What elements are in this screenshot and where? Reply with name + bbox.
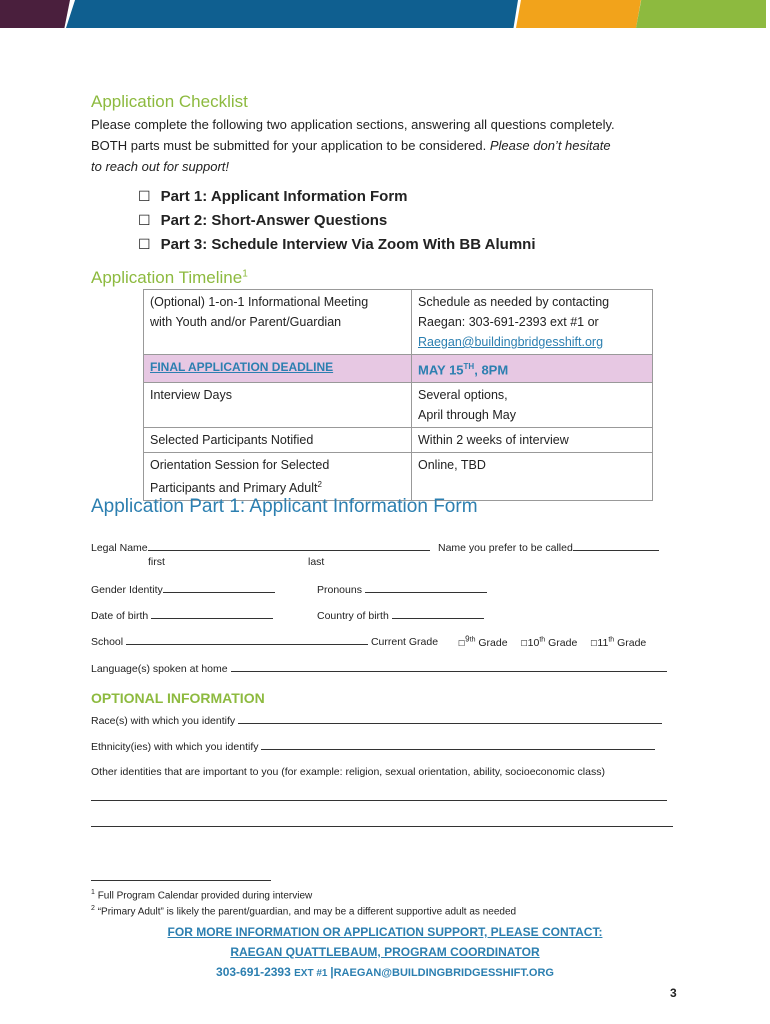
bar-segment-green: [636, 0, 766, 28]
intro-line-3-text: to reach out for support!: [91, 159, 230, 174]
grade-9-th: th: [469, 636, 476, 643]
school-label: School: [91, 636, 124, 648]
when-line: Several options,: [418, 388, 508, 403]
timeline-event: Selected Participants Notified: [144, 428, 412, 453]
when-line: April through May: [418, 408, 516, 423]
contact-line-3: [0, 965, 770, 979]
checklist-intro: [91, 114, 691, 177]
table-row: [144, 355, 653, 383]
first-label: first: [148, 556, 165, 568]
timeline-title: [91, 268, 248, 288]
school-row: [91, 634, 438, 648]
event-sup: 2: [317, 480, 322, 490]
country-row: [317, 608, 484, 622]
checkbox-icon[interactable]: ☐: [138, 236, 151, 252]
timeline-when: [412, 383, 653, 428]
ethnicity-row: [91, 739, 655, 753]
preferred-name-row: [438, 540, 659, 554]
timeline-when: Within 2 weeks of interview: [412, 428, 653, 453]
dob-label: Date of birth: [91, 610, 149, 622]
pronouns-input[interactable]: [365, 582, 487, 593]
checkbox-icon[interactable]: ☐: [138, 212, 151, 228]
when-line: Raegan: 303-691-2393 ext #1 or: [418, 315, 599, 329]
grade-11-number: 11: [597, 636, 609, 649]
gender-row: [91, 582, 275, 596]
race-label: Race(s) with which you identify: [91, 715, 236, 727]
gender-label: Gender Identity: [91, 584, 163, 596]
table-row: [144, 290, 653, 355]
bar-segment-plum: [0, 0, 70, 28]
grade-10-number: 10: [527, 636, 540, 649]
legal-name-row: [91, 540, 430, 554]
deadline-date-text: MAY 15: [418, 362, 464, 378]
footnote-2: [91, 905, 516, 917]
timeline-when: Online, TBD: [412, 453, 653, 501]
timeline-event: Interview Days: [144, 383, 412, 428]
contact-line-1: FOR MORE INFORMATION OR APPLICATION SUPPORT, PLEASE CONTACT:: [167, 925, 603, 939]
dob-input[interactable]: [151, 608, 273, 619]
intro-line-3: [91, 156, 691, 177]
grade-11-th: th: [608, 636, 615, 643]
legal-name-label: Legal Name: [91, 542, 148, 554]
race-row: [91, 713, 662, 727]
grade-9-label: Grade: [478, 636, 508, 649]
footnote-2-number: 2: [91, 905, 95, 912]
table-row: [144, 383, 653, 428]
current-grade-label: Current Grade: [370, 636, 439, 648]
deadline-date-sup: TH: [463, 362, 475, 371]
contact-email-link[interactable]: RAEGAN@BUILDINGBRIDGESSHIFT.ORG: [333, 967, 554, 979]
other-identities-label: Other identities that are important to you (for example: religion, sexual orientation, ability, socioeconomic class): [91, 766, 605, 778]
checklist-title: Application Checklist: [91, 92, 248, 111]
contact-separator: |: [330, 965, 334, 979]
gender-input[interactable]: [163, 582, 275, 593]
timeline-event: [144, 290, 412, 355]
grade-11-label: Grade: [617, 636, 647, 649]
languages-label: Language(s) spoken at home: [91, 663, 228, 675]
timeline-table: [143, 289, 653, 501]
bar-segment-orange: [516, 0, 641, 28]
checklist-item[interactable]: [138, 188, 408, 205]
event-line: Orientation Session for Selected: [150, 458, 330, 473]
checkbox-icon[interactable]: ☐: [458, 638, 466, 648]
timeline-event: [144, 453, 412, 501]
footnote-1: [91, 889, 312, 901]
pronouns-label: Pronouns: [317, 584, 362, 596]
ethnicity-label: Ethnicity(ies) with which you identify: [91, 741, 259, 753]
contact-line-2: RAEGAN QUATTLEBAUM, PROGRAM COORDINATOR: [230, 945, 540, 959]
preferred-name-label: Name you prefer to be called: [438, 542, 573, 554]
footnote-divider: [91, 880, 271, 881]
checkbox-icon[interactable]: ☐: [590, 638, 598, 648]
languages-input[interactable]: [231, 661, 667, 672]
school-input[interactable]: [126, 634, 368, 645]
intro-line-1: Please complete the following two application sections, answering all questions completely.: [91, 117, 615, 132]
intro-line-2: [91, 135, 691, 156]
intro-line-2a: BOTH parts must be submitted for your application to be considered.: [91, 138, 490, 153]
checklist-item-label: Part 1: Applicant Information Form: [160, 188, 408, 205]
form-title: Application Part 1: Applicant Information Form: [91, 496, 478, 517]
timeline-title-sup: 1: [242, 268, 248, 280]
top-color-bar: [0, 0, 770, 28]
race-input[interactable]: [238, 713, 662, 724]
last-label: last: [308, 556, 325, 568]
dob-row: [91, 608, 273, 622]
table-row: [144, 428, 653, 453]
ethnicity-input[interactable]: [261, 739, 655, 750]
checklist-item[interactable]: [138, 212, 387, 229]
grade-9-number: 9: [465, 634, 470, 643]
country-label: Country of birth: [317, 610, 389, 622]
footnote-1-number: 1: [91, 889, 95, 896]
checkbox-icon[interactable]: ☐: [520, 638, 528, 648]
languages-row: [91, 661, 667, 675]
pronouns-row: [317, 582, 487, 596]
deadline-label: FINAL APPLICATION DEADLINE: [144, 355, 412, 383]
grade-10-option[interactable]: [521, 637, 578, 649]
event-line: (Optional) 1-on-1 Informational Meeting: [150, 295, 369, 309]
grade-options: [458, 634, 646, 649]
contact-ext: EXT #1: [294, 968, 331, 979]
event-line-text: Participants and Primary Adult: [150, 481, 318, 496]
grade-10-th: th: [539, 636, 546, 643]
footnote-2-text: “Primary Adult” is likely the parent/guardian, and may be a different supportive adult as needed: [97, 906, 517, 918]
grade-10-label: Grade: [548, 636, 578, 649]
event-line: [150, 475, 405, 498]
grade-11-option[interactable]: [590, 637, 646, 649]
checkbox-icon[interactable]: ☐: [138, 188, 151, 204]
deadline-date: [412, 355, 653, 383]
email-link[interactable]: Raegan@buildingbridgesshift.org: [418, 335, 604, 349]
event-line: with Youth and/or Parent/Guardian: [150, 315, 342, 329]
timeline-when: [412, 290, 653, 355]
checklist-item[interactable]: [138, 236, 536, 253]
grade-9-option[interactable]: [458, 634, 508, 649]
footnote-1-text: Full Program Calendar provided during interview: [97, 890, 313, 902]
page-number: 3: [670, 986, 677, 1000]
country-input[interactable]: [392, 608, 484, 619]
other-identities-line-2[interactable]: [91, 816, 673, 827]
table-row: [144, 453, 653, 501]
contact-phone: 303-691-2393: [216, 965, 295, 979]
optional-title: OPTIONAL INFORMATION: [91, 690, 265, 706]
when-line: Schedule as needed by contacting: [418, 295, 610, 309]
checklist-item-label: Part 3: Schedule Interview Via Zoom With BB Alumni: [160, 236, 536, 253]
legal-name-input[interactable]: [148, 540, 430, 551]
deadline-time: , 8PM: [474, 362, 509, 378]
intro-line-2b: Please don’t hesitate: [489, 138, 611, 153]
bar-segment-blue: [66, 0, 518, 28]
timeline-title-text: Application Timeline: [91, 268, 243, 287]
checklist-item-label: Part 2: Short-Answer Questions: [160, 212, 388, 229]
other-identities-line-1[interactable]: [91, 790, 667, 801]
preferred-name-input[interactable]: [573, 540, 659, 551]
